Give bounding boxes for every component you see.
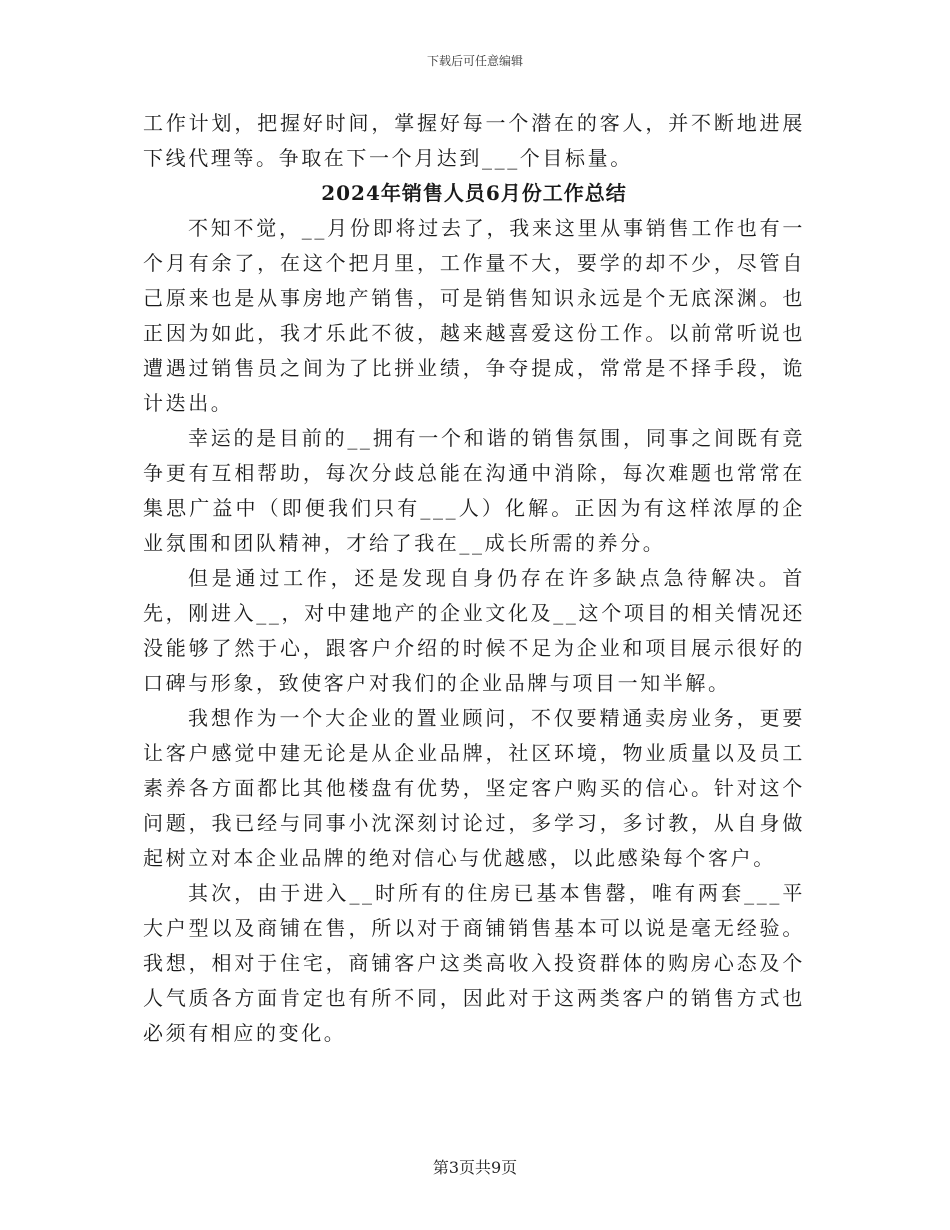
page-header-note: 下载后可任意编辑 — [426, 54, 523, 68]
paragraph-3: 但是通过工作，还是发现自身仍存在许多缺点急待解决。首先，刚进入__，对中建地产的企业文化及__这个项目的相关情况还没能够了然于心，跟客户介绍的时候不足为企业和项目展示很好的口碑与形象，致使客户对我们的企业品牌与项目一知半解。 — [143, 566, 805, 695]
document-title: 2024年销售人员6月份工作总结 — [321, 181, 627, 205]
lead-paragraph: 工作计划，把握好时间，掌握好每一个潜在的客人，并不断地进展下线代理等。争取在下一个月达到___个目标量。 — [143, 111, 805, 170]
paragraph-4: 我想作为一个大企业的置业顾问，不仅要精通卖房业务，更要让客户感觉中建无论是从企业品牌，社区环境，物业质量以及员工素养各方面都比其他楼盘有优势，坚定客户购买的信心。针对这个问题，我已经与同事小沈深刻讨论过，多学习，多讨教，从自身做起树立对本企业品牌的绝对信心与优越感，以此感染每个客户。 — [143, 706, 805, 870]
paragraph-2: 幸运的是目前的__拥有一个和谐的销售氛围，同事之间既有竞争更有互相帮助，每次分歧总能在沟通中消除，每次难题也常常在集思广益中（即便我们只有___人）化解。正因为有这样浓厚的企业氛围和团队精神，才给了我在__成长所需的养分。 — [143, 426, 805, 555]
paragraph-1: 不知不觉，__月份即将过去了，我来这里从事销售工作也有一个月有余了，在这个把月里，工作量不大，要学的却不少，尽管自己原来也是从事房地产销售，可是销售知识永远是个无底深渊。也正因为如此，我才乐此不彼，越来越喜爱这份工作。以前常听说也遭遇过销售员之间为了比拼业绩，争夺提成，常常是不择手段，诡计迭出。 — [143, 216, 805, 415]
page-number: 第3页共9页 — [432, 1158, 518, 1177]
paragraph-5: 其次，由于进入__时所有的住房已基本售罄，唯有两套___平大户型以及商铺在售，所以对于商铺销售基本可以说是毫无经验。我想，相对于住宅，商铺客户这类高收入投资群体的购房心态及个人气质各方面肯定也有所不同，因此对于这两类客户的销售方式也必须有相应的变化。 — [143, 881, 805, 1045]
document-body — [143, 106, 805, 1051]
